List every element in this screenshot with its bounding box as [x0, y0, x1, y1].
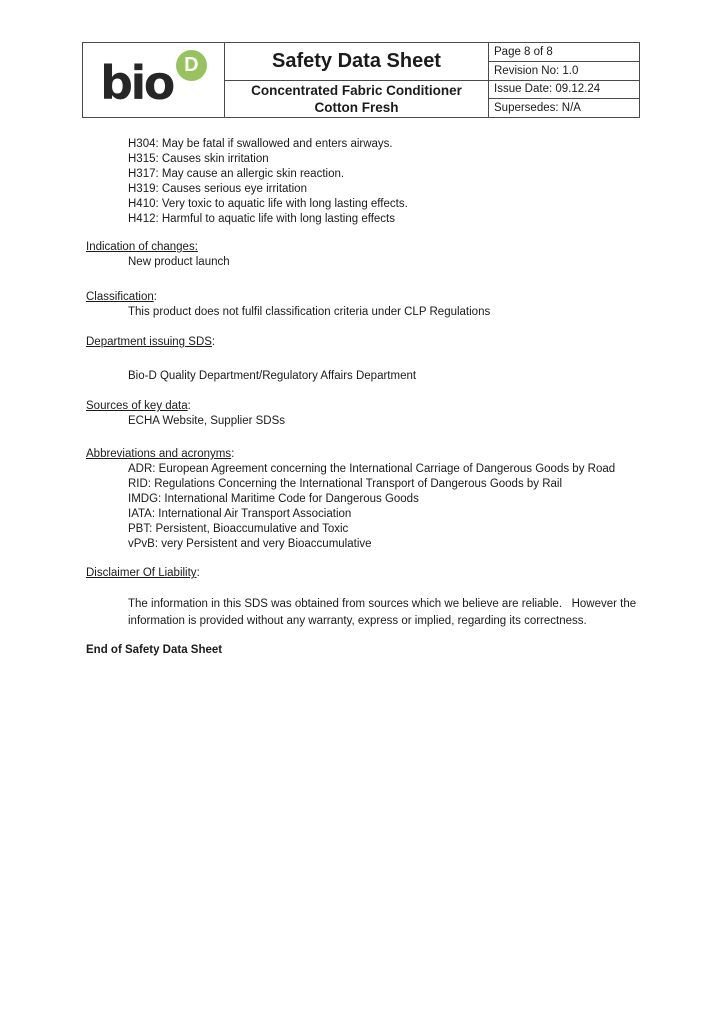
- header-title-column: [225, 43, 489, 117]
- section-heading-colon: :: [196, 567, 200, 579]
- section-heading: [86, 240, 650, 255]
- product-variant: Cotton Fresh: [314, 99, 399, 115]
- section-heading-text: Abbreviations and acronyms: [86, 448, 232, 460]
- section-heading-text: Sources of key data: [86, 400, 188, 412]
- product-name: Concentrated Fabric Conditioner: [251, 82, 462, 98]
- section-heading: [86, 290, 650, 305]
- section-heading-colon: :: [153, 291, 157, 303]
- section-line: ECHA Website, Supplier SDSs: [128, 415, 286, 427]
- abbreviation-line: IMDG: International Maritime Code for Dangerous Goods: [128, 493, 419, 505]
- sds-header-table: [82, 42, 640, 118]
- disclaimer-paragraph: [86, 596, 650, 629]
- disclaimer-line: information is provided without any warranty, express or implied, regarding its correctness.: [128, 614, 587, 627]
- hazard-statement-line: H304: May be fatal if swallowed and enters airways.: [128, 138, 393, 150]
- brand-logo: [100, 52, 207, 108]
- logo-d-badge: D: [176, 50, 207, 81]
- section-heading-text: Department issuing SDS: [86, 336, 212, 348]
- section-classification: [86, 290, 650, 320]
- section-disclaimer-of-liability: [86, 566, 650, 629]
- end-of-sds-note: End of Safety Data Sheet: [86, 644, 223, 656]
- disclaimer-line: The information in this SDS was obtained from sources which we believe are reliable. However the: [128, 598, 637, 610]
- section-heading-colon: :: [231, 448, 235, 460]
- section-heading: [86, 447, 650, 462]
- hazard-statement-line: H315: Causes skin irritation: [128, 153, 269, 165]
- section-heading: [86, 399, 650, 414]
- hazard-statement-line: H410: Very toxic to aquatic life with long lasting effects.: [128, 198, 408, 210]
- issue-date: Issue Date: 09.12.24: [489, 81, 639, 100]
- hazard-statement-line: H317: May cause an allergic skin reaction.: [128, 168, 345, 180]
- section-line: This product does not fulfil classification criteria under CLP Regulations: [128, 306, 491, 318]
- header-info-column: [489, 43, 639, 117]
- logo-cell: [83, 43, 225, 117]
- section-heading: [86, 335, 650, 350]
- supersedes: Supersedes: N/A: [494, 102, 581, 115]
- hazard-statements-list: [86, 137, 650, 227]
- abbreviation-line: RID: Regulations Concerning the International Transport of Dangerous Goods by Rail: [128, 478, 563, 490]
- abbreviation-line: PBT: Persistent, Bioaccumulative and Toxic: [128, 523, 349, 535]
- sds-title: Safety Data Sheet: [225, 43, 488, 81]
- section-heading-text: Disclaimer Of Liability: [86, 567, 197, 579]
- section-department-issuing-sds: [86, 335, 650, 384]
- hazard-statement-line: H412: Harmful to aquatic life with long lasting effects: [128, 213, 395, 225]
- abbreviation-line: IATA: International Air Transport Association: [128, 508, 352, 520]
- abbreviation-line: ADR: European Agreement concerning the International Carriage of Dangerous Goods by Road: [128, 463, 616, 475]
- section-heading: [86, 566, 650, 581]
- section-indication-of-changes: [86, 240, 650, 270]
- document-body: [0, 137, 720, 658]
- section-sources-of-key-data: [86, 399, 650, 429]
- revision-number: Revision No: 1.0: [489, 62, 639, 81]
- abbreviation-line: vPvB: very Persistent and very Bioaccumulative: [128, 538, 372, 550]
- section-heading-colon: :: [187, 400, 191, 412]
- section-heading-text: Indication of changes:: [86, 241, 198, 253]
- section-line: Bio-D Quality Department/Regulatory Affairs Department: [128, 370, 417, 382]
- page-number: Page 8 of 8: [489, 43, 639, 62]
- section-abbreviations-and-acronyms: [86, 447, 650, 552]
- product-cell: [225, 81, 488, 118]
- section-heading-text: Classification: [86, 291, 154, 303]
- section-line: New product launch: [128, 256, 230, 268]
- logo-bio-text: bio: [100, 56, 173, 110]
- hazard-statement-line: H319: Causes serious eye irritation: [128, 183, 307, 195]
- section-heading-colon: :: [211, 336, 216, 348]
